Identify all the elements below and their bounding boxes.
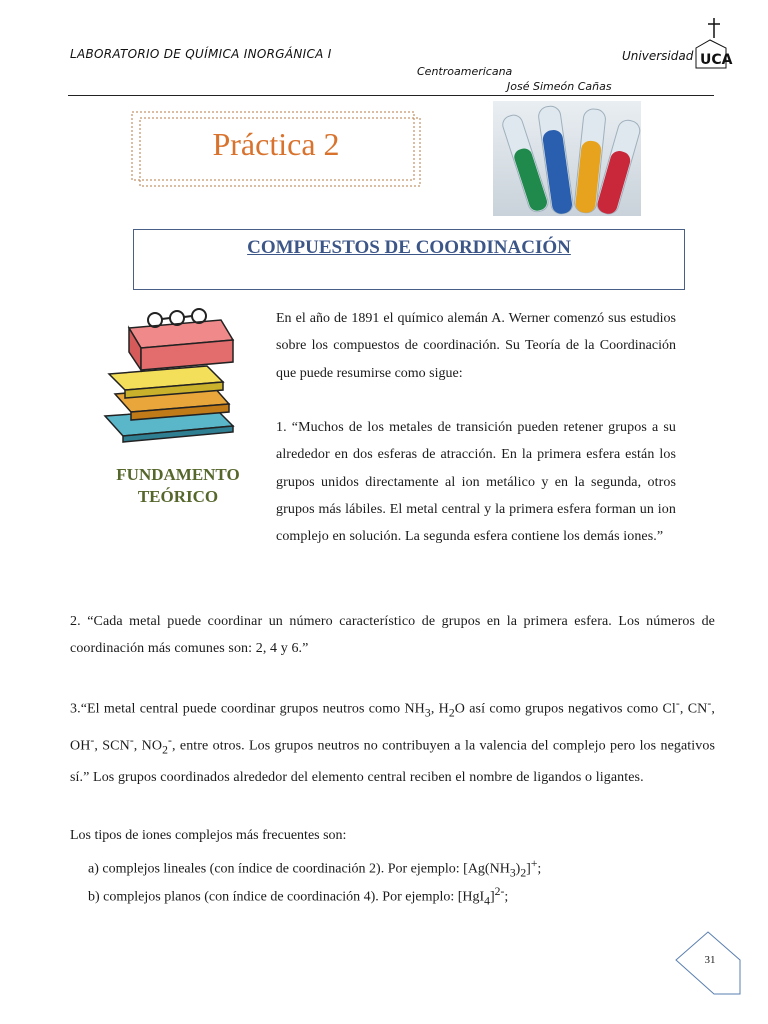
p3-text-e: , SCN [94, 738, 130, 754]
practice-title: Práctica 2 [212, 126, 340, 162]
p3-text-a: 3.“El metal central puede coordinar grupos neutros como NH [70, 701, 425, 717]
p3-text-g: , entre otros. Los grupos neutros no contribuyen a la valencia del complejo pero los negativos sí.” Los grupos coordinados alrededor del elemento central reciben el nombre de ligandos o ligantes. [70, 738, 716, 785]
header-lab-title: LABORATORIO DE QUÍMICA INORGÁNICA I [70, 47, 332, 61]
item-b-text: b) complejos planos (con índice de coordinación 4). Por ejemplo: [HgI [88, 889, 485, 905]
header-centroamericana: Centroamericana [417, 65, 513, 78]
list-item-planar: b) complejos planos (con índice de coordinación 4). Por ejemplo: $[HgI_4]^{2-}$; [88, 885, 509, 908]
p3-text-d: , OH [70, 701, 715, 754]
point-3-paragraph: 3.“El metal central puede coordinar grupos neutros como $NH_3$, $H_2O$ así como grupos negativos como Cl-, CN-, OH-, SCN-, $NO_2^-$, entre otros. Los grupos neutros no contribuyen a la valencia del complejo pero los negativos sí.” Los grupos coordinados alrededor del elemento central reciben el nombre de ligandos o ligantes. [70, 697, 716, 785]
books-illustration [95, 308, 245, 448]
point-1-paragraph: 1. “Muchos de los metales de transición pueden retener grupos a su alrededor en dos esferas de atracción. En la primera esfera están los grupos unidos directamente al ion metálico y en la segunda, otros grupos más lábiles. El metal central y la primera esfera forman un ion complejo en solución. La segunda esfera contiene los demás iones.” [276, 420, 676, 545]
test-tubes-image [493, 101, 641, 216]
page-number: 31 [704, 954, 716, 966]
section-label [108, 464, 248, 508]
svg-text:UCA: UCA [700, 52, 733, 68]
item-a-text: a) complejos lineales (con índice de coordinación 2). Por ejemplo: [Ag(NH [88, 861, 510, 877]
complex-types-intro: Los tipos de iones complejos más frecuentes son: [70, 828, 347, 843]
section-label-line2: TEÓRICO [137, 487, 219, 506]
practice-subtitle: COMPUESTOS DE COORDINACIÓN [247, 237, 571, 258]
p3-text-f: , NO [133, 738, 163, 754]
section-label-line1: FUNDAMENTO [116, 465, 240, 484]
intro-paragraph: En el año de 1891 el químico alemán A. Werner comenzó sus estudios sobre los compuestos de coordinación. Su Teoría de la Coordinación que puede resumirse como sigue: [276, 311, 676, 381]
point-2-paragraph: 2. “Cada metal puede coordinar un número característico de grupos en la primera esfera. Los números de coordinación más comunes son: 2, 4 y 6.” [70, 614, 715, 657]
header-university: Universidad [622, 49, 694, 63]
header-rule [68, 95, 714, 96]
list-item-linear: a) complejos lineales (con índice de coordinación 2). Por ejemplo: $[Ag(NH_3)_2]^+$; [88, 857, 542, 880]
p3-text-b: O así como grupos negativos como Cl [454, 701, 676, 717]
uca-logo-icon [694, 18, 733, 70]
header-jose-simeon-canas: José Simeón Cañas [507, 80, 612, 93]
p3-text-c: CN [687, 701, 708, 717]
